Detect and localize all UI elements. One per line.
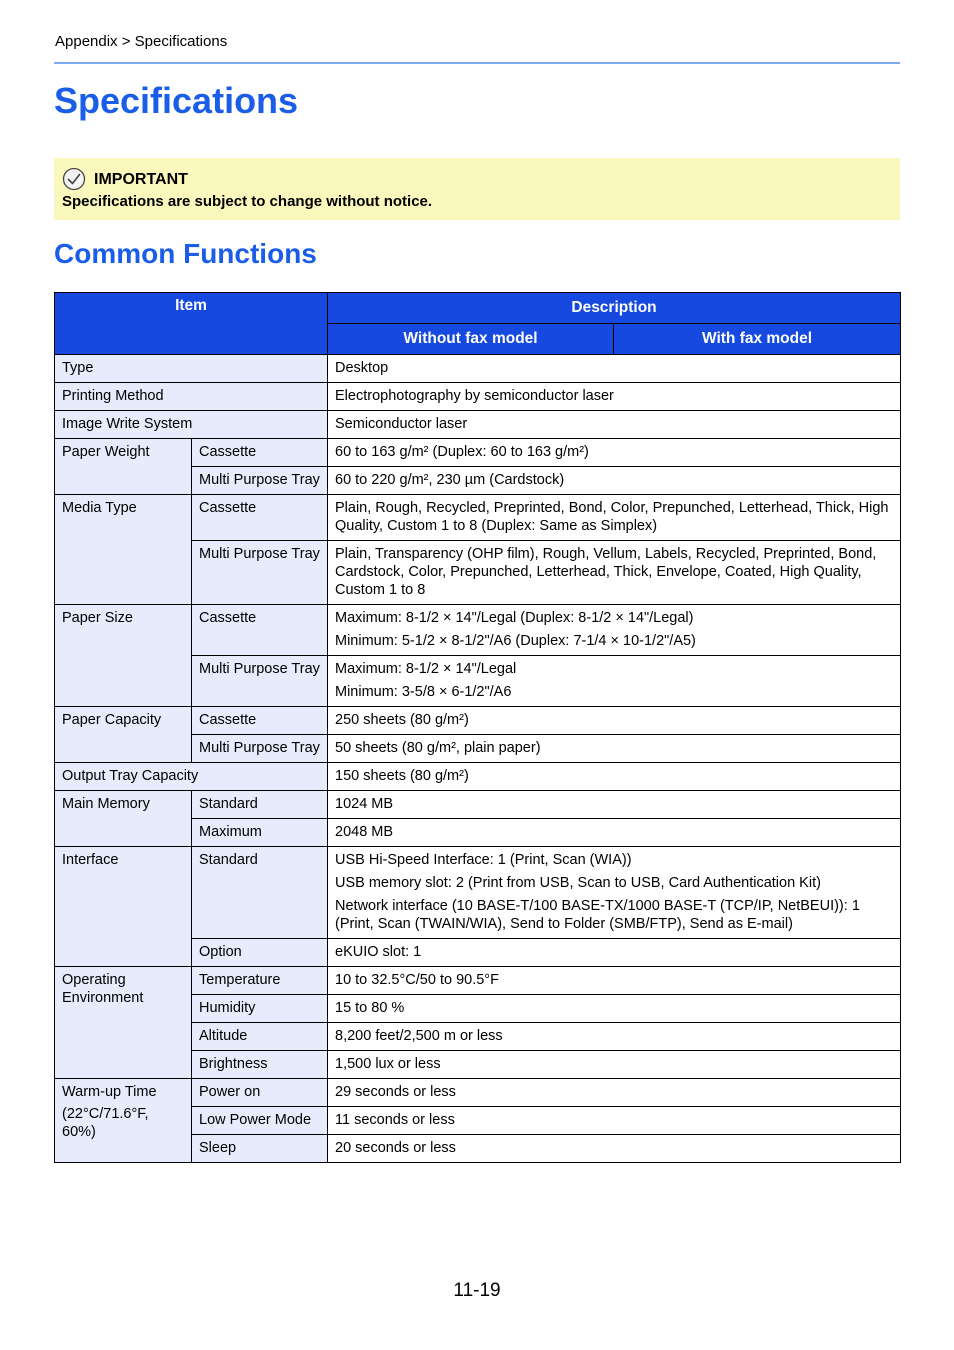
row-value: Plain, Transparency (OHP film), Rough, Vellum, Labels, Recycled, Preprinted, Bond, Cardstock, Color, Prepunched, Letterhead, Thick, Envelope, Coated, High Quality, Custom 1 to 8: [328, 541, 901, 605]
sub-label: Temperature: [192, 967, 328, 995]
row-label: Paper Size: [55, 605, 192, 707]
row-value: Desktop: [328, 355, 901, 383]
sub-label: Standard: [192, 847, 328, 939]
row-value: 29 seconds or less: [328, 1079, 901, 1107]
row-value: 15 to 80 %: [328, 995, 901, 1023]
specifications-table: [54, 292, 901, 1163]
row-value: 11 seconds or less: [328, 1107, 901, 1135]
important-note: [54, 158, 900, 220]
page-number: 11-19: [453, 1280, 501, 1301]
row-label: Interface: [55, 847, 192, 967]
sub-label: Multi Purpose Tray: [192, 541, 328, 605]
row-value: Plain, Rough, Recycled, Preprinted, Bond, Color, Prepunched, Letterhead, Thick, High Quality, Custom 1 to 8 (Duplex: Same as Simplex): [328, 495, 901, 541]
sub-label: Altitude: [192, 1023, 328, 1051]
row-value: 60 to 163 g/m² (Duplex: 60 to 163 g/m²): [328, 439, 901, 467]
sub-label: Humidity: [192, 995, 328, 1023]
sub-label: Maximum: [192, 819, 328, 847]
cassette-min: Minimum: 5-1/2 × 8-1/2"/A6 (Duplex: 7-1/4 × 10-1/2"/A5): [335, 633, 696, 649]
row-value: 250 sheets (80 g/m²): [328, 707, 901, 735]
row-value: 20 seconds or less: [328, 1135, 901, 1163]
row-label: Printing Method: [55, 383, 328, 411]
row-value: 60 to 220 g/m², 230 µm (Cardstock): [328, 467, 901, 495]
header-with-fax: With fax model: [614, 324, 901, 355]
table-row: [55, 495, 901, 541]
mpt-max: Maximum: 8-1/2 × 14"/Legal: [335, 661, 517, 677]
row-value: eKUIO slot: 1: [328, 939, 901, 967]
row-label: Image Write System: [55, 411, 328, 439]
sub-label: Multi Purpose Tray: [192, 656, 328, 707]
table-row: [55, 847, 901, 939]
sub-label: Cassette: [192, 495, 328, 541]
sub-label: Low Power Mode: [192, 1107, 328, 1135]
sub-label: Option: [192, 939, 328, 967]
row-label: Main Memory: [55, 791, 192, 847]
row-value: [328, 847, 901, 939]
sub-label: Brightness: [192, 1051, 328, 1079]
table-row: [55, 1079, 901, 1107]
table-row: [55, 967, 901, 995]
cassette-max: Maximum: 8-1/2 × 14"/Legal (Duplex: 8-1/2 × 14"/Legal): [335, 610, 694, 626]
table-row: [55, 411, 901, 439]
section-title: Common Functions: [54, 238, 317, 269]
sub-label: Multi Purpose Tray: [192, 735, 328, 763]
check-circle-icon: [62, 167, 86, 191]
row-label: Paper Capacity: [55, 707, 192, 763]
breadcrumb: Appendix > Specifications: [55, 33, 228, 50]
table-header-row: [55, 293, 901, 324]
row-value: [328, 656, 901, 707]
row-value: [328, 605, 901, 656]
header-item: Item: [55, 293, 328, 355]
network-interface: Network interface (10 BASE-T/100 BASE-TX/1000 BASE-T (TCP/IP, NetBEUI)): 1 (Print, Scan (TWAIN/WIA), Send to Folder (SMB/FTP), Send as E-mail): [335, 898, 860, 932]
row-value: 1024 MB: [328, 791, 901, 819]
sub-label: Sleep: [192, 1135, 328, 1163]
row-value: 1,500 lux or less: [328, 1051, 901, 1079]
row-label: Paper Weight: [55, 439, 192, 495]
row-value: 150 sheets (80 g/m²): [328, 763, 901, 791]
table-row: [55, 763, 901, 791]
header-description: Description: [328, 293, 901, 324]
row-value: 50 sheets (80 g/m², plain paper): [328, 735, 901, 763]
sub-label: Power on: [192, 1079, 328, 1107]
mpt-min: Minimum: 3-5/8 × 6-1/2"/A6: [335, 684, 512, 700]
table-row: [55, 791, 901, 819]
table-row: [55, 605, 901, 656]
sub-label: Cassette: [192, 707, 328, 735]
table-row: [55, 383, 901, 411]
page-title: Specifications: [54, 80, 299, 121]
table-row: [55, 707, 901, 735]
header-rule: [54, 62, 900, 64]
row-label: Output Tray Capacity: [55, 763, 328, 791]
row-value: 10 to 32.5°C/50 to 90.5°F: [328, 967, 901, 995]
important-label: IMPORTANT: [94, 171, 188, 188]
row-label: Media Type: [55, 495, 192, 605]
usb-slot: USB memory slot: 2 (Print from USB, Scan to USB, Card Authentication Kit): [335, 875, 821, 891]
row-label: Operating Environment: [55, 967, 192, 1079]
header-without-fax: Without fax model: [328, 324, 614, 355]
important-text: Specifications are subject to change without notice.: [62, 193, 433, 210]
sub-label: Cassette: [192, 605, 328, 656]
warmup-note: (22°C/71.6°F, 60%): [62, 1106, 149, 1140]
row-value: Semiconductor laser: [328, 411, 901, 439]
table-row: [55, 355, 901, 383]
sub-label: Cassette: [192, 439, 328, 467]
usb-interface: USB Hi-Speed Interface: 1 (Print, Scan (WIA)): [335, 852, 632, 868]
table-row: [55, 439, 901, 467]
row-label: Type: [55, 355, 328, 383]
sub-label: Multi Purpose Tray: [192, 467, 328, 495]
sub-label: Standard: [192, 791, 328, 819]
row-label: [55, 1079, 192, 1163]
warmup-label: Warm-up Time: [62, 1084, 157, 1100]
row-value: 8,200 feet/2,500 m or less: [328, 1023, 901, 1051]
row-value: Electrophotography by semiconductor laser: [328, 383, 901, 411]
row-value: 2048 MB: [328, 819, 901, 847]
